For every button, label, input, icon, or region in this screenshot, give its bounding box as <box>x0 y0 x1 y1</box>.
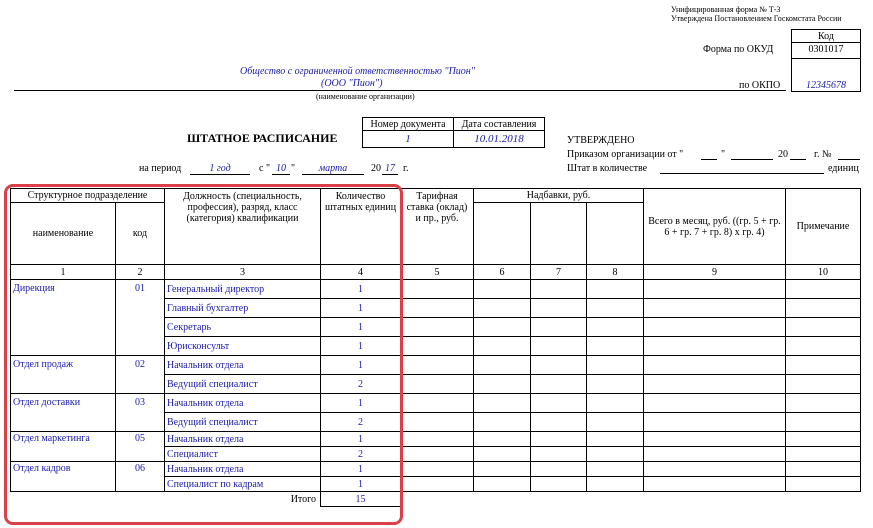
position-count: 1 <box>321 462 401 477</box>
header-bonuses: Надбавки, руб. <box>474 189 644 203</box>
position-count: 2 <box>321 413 401 432</box>
staff-count-label: Штат в количестве <box>567 163 648 174</box>
org-name: Общество с ограниченной ответственностью "Пион" <box>240 66 475 77</box>
col-number: 2 <box>116 265 165 280</box>
table-row <box>11 394 861 413</box>
position-count: 1 <box>321 318 401 337</box>
header-count: Количество штатных единиц <box>321 189 401 265</box>
form-type-line: Унифицированная форма № Т-3 <box>671 5 781 14</box>
table-row <box>11 432 861 447</box>
dept-code: 01 <box>116 280 165 356</box>
total-value: 15 <box>321 492 401 507</box>
header-name: наименование <box>11 203 116 265</box>
total-label: Итого <box>11 492 321 507</box>
table-row <box>11 462 861 477</box>
position-title: Секретарь <box>165 318 321 337</box>
org-caption: (наименование организации) <box>316 92 415 101</box>
position-count: 1 <box>321 356 401 375</box>
position-count: 1 <box>321 337 401 356</box>
total-row <box>11 492 861 507</box>
year-suffix: г. <box>403 163 409 174</box>
okpo-value: 12345678 <box>806 80 846 91</box>
form-approval-line: Утверждена Постановлением Госкомстата России <box>671 14 842 23</box>
doc-number-box <box>362 117 545 148</box>
from-label: с " <box>259 163 271 174</box>
doc-number: 1 <box>405 133 411 145</box>
header-note: Примечание <box>786 189 861 265</box>
position-count: 1 <box>321 280 401 299</box>
position-title: Специалист <box>165 447 321 462</box>
col-number: 8 <box>587 265 644 280</box>
doc-title: ШТАТНОЕ РАСПИСАНИЕ <box>187 131 338 145</box>
col-number: 9 <box>644 265 786 280</box>
header-total-month: Всего в месяц, руб. ((гр. 5 + гр. 6 + гр. 7 + гр. 8) х гр. 4) <box>644 189 786 265</box>
org-short-name: (ООО "Пион") <box>321 78 383 89</box>
position-title: Начальник отдела <box>165 394 321 413</box>
position-count: 1 <box>321 432 401 447</box>
position-count: 2 <box>321 447 401 462</box>
position-title: Ведущий специалист <box>165 375 321 394</box>
position-count: 2 <box>321 375 401 394</box>
position-title: Юрисконсульт <box>165 337 321 356</box>
period-label: на период <box>139 163 182 174</box>
header-struct-unit: Структурное подразделение <box>11 189 165 203</box>
units-label: единиц <box>828 163 859 174</box>
dept-name: Отдел продаж <box>11 356 116 394</box>
col-number: 7 <box>531 265 587 280</box>
position-title: Главный бухгалтер <box>165 299 321 318</box>
order-line: Приказом организации от " <box>567 149 684 160</box>
dept-code: 02 <box>116 356 165 394</box>
dept-code: 06 <box>116 462 165 492</box>
dept-name: Отдел кадров <box>11 462 116 492</box>
header-rate: Тарифная ставка (оклад) и пр., руб. <box>401 189 474 265</box>
dept-name: Отдел доставки <box>11 394 116 432</box>
header-position: Должность (специальность, профессия), разряд, класс (категория) квалификации <box>165 189 321 265</box>
position-title: Специалист по кадрам <box>165 477 321 492</box>
position-count: 1 <box>321 394 401 413</box>
year-prefix: 20 <box>371 163 381 174</box>
position-count: 1 <box>321 299 401 318</box>
okud-value: 0301017 <box>808 44 844 55</box>
position-title: Начальник отдела <box>165 356 321 375</box>
col-number: 3 <box>165 265 321 280</box>
col-number: 5 <box>401 265 474 280</box>
position-title: Ведущий специалист <box>165 413 321 432</box>
order-year: 20 <box>778 149 788 160</box>
staff-table <box>10 188 861 507</box>
dept-code: 05 <box>116 432 165 462</box>
okpo-label: по ОКПО <box>739 80 781 91</box>
dept-code: 03 <box>116 394 165 432</box>
col-number: 10 <box>786 265 861 280</box>
col-number: 6 <box>474 265 531 280</box>
position-title: Генеральный директор <box>165 280 321 299</box>
okud-label: Форма по ОКУД <box>703 44 774 55</box>
approved-label: УТВЕРЖДЕНО <box>567 135 635 146</box>
col-number: 4 <box>321 265 401 280</box>
table-row <box>11 356 861 375</box>
code-box <box>791 29 861 92</box>
col-number: 1 <box>11 265 116 280</box>
doc-date-label: Дата составления <box>461 119 537 130</box>
order-quote: " <box>721 149 726 160</box>
order-number-label: г. № <box>814 149 832 160</box>
dept-name: Отдел маркетинга <box>11 432 116 462</box>
day-value: 10 <box>272 163 290 175</box>
code-header: Код <box>818 31 834 42</box>
table-row <box>11 280 861 299</box>
header-code: код <box>116 203 165 265</box>
month-value: марта <box>302 163 364 175</box>
position-title: Начальник отдела <box>165 462 321 477</box>
year-value: 17 <box>382 163 398 175</box>
period-value: 1 год <box>190 163 250 175</box>
position-count: 1 <box>321 477 401 492</box>
position-title: Начальник отдела <box>165 432 321 447</box>
doc-date: 10.01.2018 <box>474 133 524 145</box>
quote-close: " <box>291 163 296 174</box>
column-number-row <box>11 265 861 280</box>
doc-number-label: Номер документа <box>370 119 446 130</box>
dept-name: Дирекция <box>11 280 116 356</box>
